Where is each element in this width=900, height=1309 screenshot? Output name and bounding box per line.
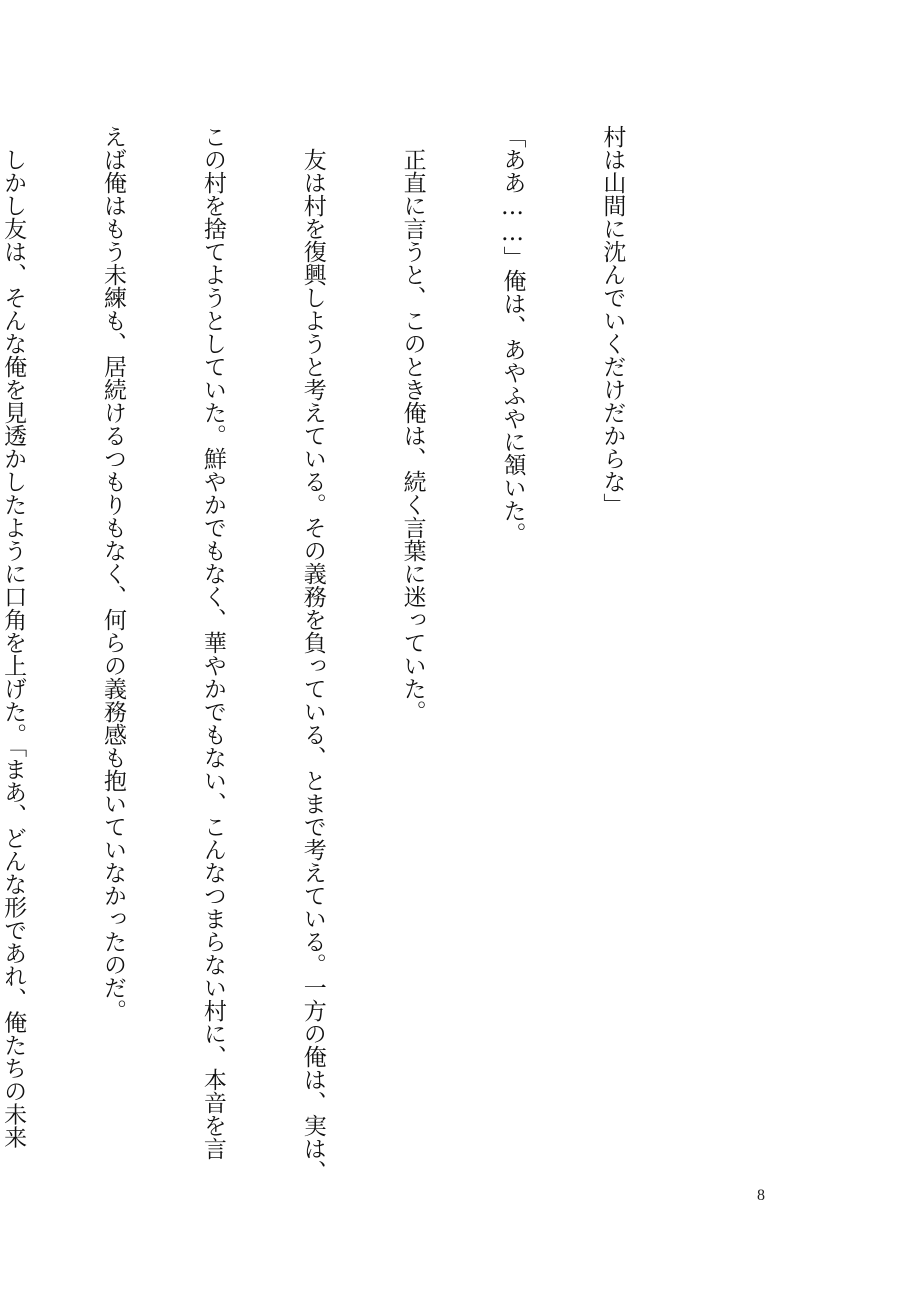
text-line: しかし友は、そんな俺を見透かしたように口角を上げた。「まあ、どんな形であれ、俺たちの未来 xyxy=(0,125,27,1149)
text-line: 正直に言うと、このとき俺は、続く言葉に迷っていた。 xyxy=(399,125,426,723)
page-number: 8 xyxy=(757,1187,765,1204)
text-line: 村は山間に沈んでいくだけだからな」 xyxy=(599,125,626,516)
vertical-text-body xyxy=(0,125,695,1183)
text-line: 友は村を復興しようと考えている。その義務を負っている、とまで考えている。一方の俺は、実は、 xyxy=(299,125,326,1183)
text-line: 「ああ……」俺は、あやふやに頷いた。 xyxy=(499,125,526,545)
text-line: えば俺はもう未練も、居続けるつもりもなく、何らの義務感も抱いていなかったのだ。 xyxy=(99,125,126,1022)
text-line: この村を捨てようとしていた。鮮やかでもなく、華やかでもない、こんなつまらない村に、本音を言 xyxy=(199,125,226,1160)
